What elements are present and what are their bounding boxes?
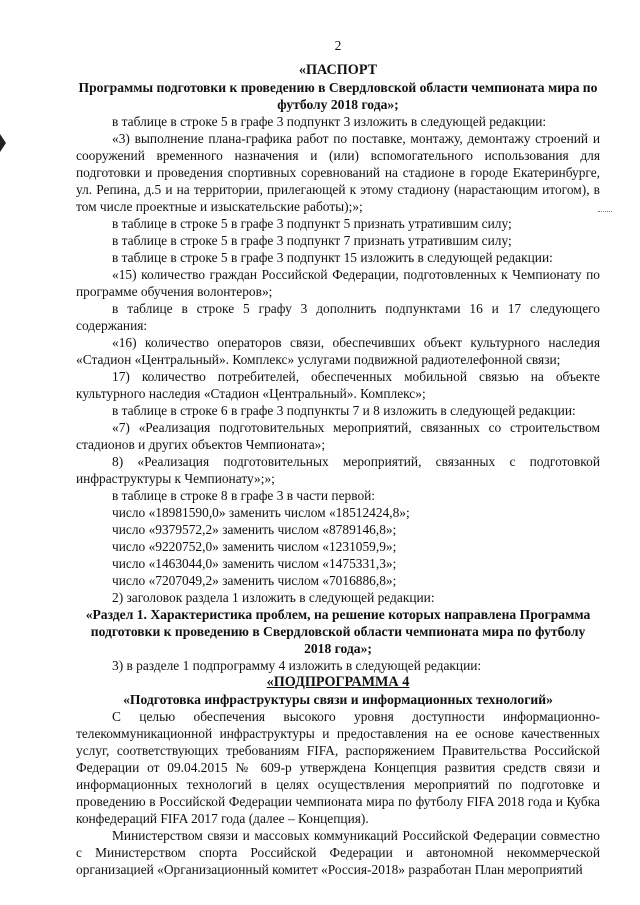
number-replacement: число «9220752,0» заменить числом «1231059,9»;: [112, 539, 397, 554]
paragraph: в таблице в строке 6 в графе 3 подпункты 7 и 8 изложить в следующей редакции:: [112, 403, 576, 418]
subprogram-heading: «ПОДПРОГРАММА 4: [266, 674, 410, 690]
paragraph: в таблице в строке 5 в графе 3 подпункт 15 изложить в следующей редакции:: [112, 250, 553, 265]
paragraph: в таблице в строке 5 в графе 3 подпункт 7 признать утратившим силу;: [112, 233, 512, 248]
paragraph: «15) количество граждан Российской Федерации, подготовленных к Чемпионату по программе обучения волонтеров»;: [76, 267, 600, 299]
scan-speck-icon: [598, 205, 612, 212]
paragraph: 3) в разделе 1 подпрограмму 4 изложить в следующей редакции:: [112, 658, 482, 673]
paragraph: 2) заголовок раздела 1 изложить в следующей редакции:: [112, 590, 435, 605]
number-replacement: число «9379572,2» заменить числом «8789146,8»;: [112, 522, 397, 537]
paragraph: «16) количество операторов связи, обеспечивших объект культурного наследия «Стадион «Центральный». Комплекс» услугами подвижной радиотелефонной связи;: [76, 335, 600, 367]
paragraph: в таблице в строке 5 в графе 3 подпункт 3 изложить в следующей редакции:: [112, 114, 547, 129]
binding-mark-icon: [0, 134, 6, 152]
paragraph: 17) количество потребителей, обеспеченных мобильной связью на объекте культурного наследия «Стадион «Центральный». Комплекс»;: [76, 369, 600, 401]
passport-heading: «ПАСПОРТ: [298, 62, 378, 78]
paragraph: «3) выполнение плана-графика работ по поставке, монтажу, демонтажу строений и сооружений временного назначения и (или) вспомогательного использования для подготовки и проведения спортивных соревнований на стадионе в городе Екатеринбурге, ул. Репина, д.5 и на территории, прилегающей к этому стадиону (нарастающим итогом), в том числе проектные и изыскательские работы);»;: [76, 131, 600, 214]
number-replacement: число «7207049,2» заменить числом «7016886,8»;: [112, 573, 397, 588]
number-replacement: число «18981590,0» заменить числом «18512424,8»;: [112, 505, 410, 520]
paragraph: в таблице в строке 5 графу 3 дополнить подпунктами 16 и 17 следующего содержания:: [76, 301, 600, 333]
paragraph: Министерством связи и массовых коммуникаций Российской Федерации совместно с Министерством спорта Российской Федерации и автономной некоммерческой организацией «Организационный комитет «Россия-2018» разработан План мероприятий: [76, 828, 600, 877]
section-1-heading: «Раздел 1. Характеристика проблем, на решение которых направлена Программа подготовки к проведению в Свердловской области чемпионата мира по футболу 2018 года»;: [85, 607, 591, 656]
program-title: Программы подготовки к проведению в Свердловской области чемпионата мира по футболу 2018 года»;: [78, 80, 598, 112]
number-replacement: число «1463044,0» заменить числом «1475331,3»;: [112, 556, 397, 571]
paragraph: в таблице в строке 5 в графе 3 подпункт 5 признать утратившим силу;: [112, 216, 512, 231]
paragraph: С целью обеспечения высокого уровня доступности информационно-телекоммуникационной инфраструктуры и предоставления на ее основе качественных услуг, соответствующих требованиям FIFA, распоряжением Правительства Российской Федерации от 09.04.2015 № 609-р утверждена Концепция развития средств связи и информационных технологий в целях осуществления мероприятий по подготовке и проведению в Российской Федерации чемпионата мира по футболу FIFA 2018 года и Кубка конфедераций FIFA 2017 года (далее – Концепция).: [76, 709, 600, 826]
paragraph: «7) «Реализация подготовительных мероприятий, связанных со строительством стадионов и других объектов Чемпионата»;: [76, 420, 600, 452]
paragraph: в таблице в строке 8 в графе 3 в части первой:: [112, 488, 376, 503]
page-number: 2: [334, 38, 342, 53]
paragraph: 8) «Реализация подготовительных мероприятий, связанных с подготовкой инфраструктуры к Чемпионату»;»;: [76, 454, 600, 486]
subprogram-title: «Подготовка инфраструктуры связи и информационных технологий»: [123, 692, 553, 707]
document-body: [76, 62, 600, 878]
